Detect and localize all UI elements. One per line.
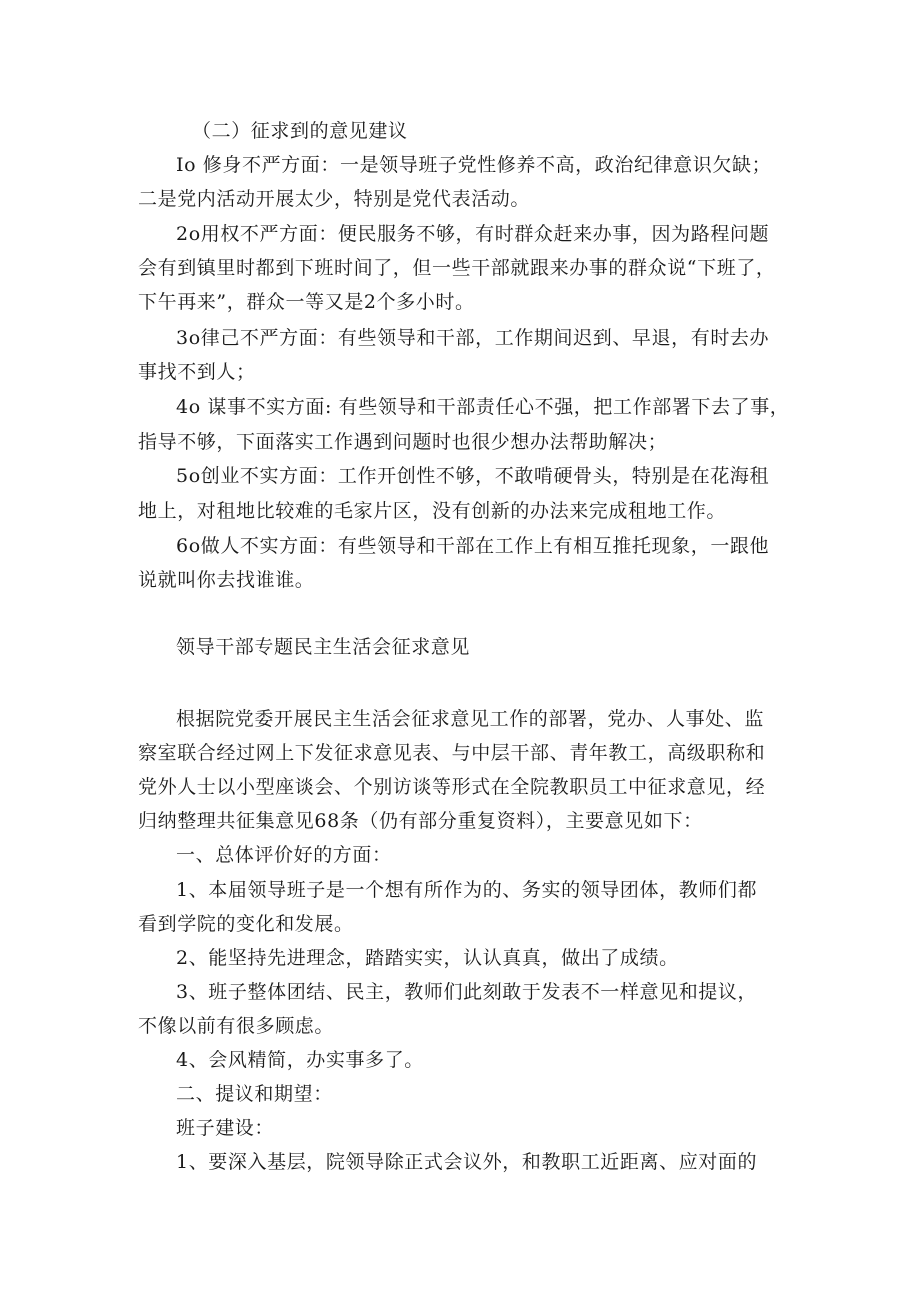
paragraph-line: 察室联合经过网上下发征求意见表、与中层干部、青年教工，高级职称和 xyxy=(138,742,766,764)
paragraph-line: 下午再来”，群众一等又是2个多小时。 xyxy=(138,291,475,313)
paragraph-line: Io 修身不严方面：一是领导班子党性修养不高，政治纪律意识欠缺； xyxy=(176,154,772,176)
list-item: 1、要深入基层，院领导除正式会议外，和教职工近距离、应对面的 xyxy=(176,1151,758,1173)
list-item: 看到学院的变化和发展。 xyxy=(138,913,354,935)
paragraph-line: 党外人士以小型座谈会、个别访谈等形式在全院教职员工中征求意见，经 xyxy=(138,776,766,798)
paragraph-line: 二是党内活动开展太少，特别是党代表活动。 xyxy=(138,188,531,210)
paragraph-line: 4o 谋事不实方面: 有些领导和干部责任心不强，把工作部署下去了事， xyxy=(176,396,790,418)
paragraph-line: 说就叫你去找谁谁。 xyxy=(138,569,315,591)
paragraph-line: 指导不够，下面落实工作遇到问题时也很少想办法帮助解决； xyxy=(138,431,668,453)
paragraph-line: 3o律己不严方面：有些领导和干部，工作期间迟到、早退，有时去办 xyxy=(176,327,770,349)
part-heading: 一、总体评价好的方面： xyxy=(176,844,392,866)
paragraph-line: 归纳整理共征集意见68条（仍有部分重复资料），主要意见如下： xyxy=(138,810,703,832)
paragraph-line: 5o创业不实方面：工作开创性不够，不敢啃硬骨头，特别是在花海租 xyxy=(176,465,770,487)
subheading: 班子建设： xyxy=(176,1117,275,1139)
paragraph-line: 根据院党委开展民主生活会征求意见工作的部署，党办、人事处、监 xyxy=(176,708,765,730)
paragraph-line: 2o用权不严方面：便民服务不够，有时群众赶来办事，因为路程问题 xyxy=(176,223,770,245)
list-item: 1、本届领导班子是一个想有所作为的、务实的领导团体，教师们都 xyxy=(176,879,758,901)
part-heading: 二、提议和期望： xyxy=(176,1083,333,1105)
section-heading: （二）征求到的意见建议 xyxy=(192,120,408,142)
list-item: 2、能坚持先进理念，踏踏实实，认认真真，做出了成绩。 xyxy=(176,947,679,969)
paragraph-line: 事找不到人； xyxy=(138,361,256,383)
paragraph-line: 6o做人不实方面：有些领导和干部在工作上有相互推托现象，一跟他 xyxy=(176,535,770,557)
paragraph-line: 会有到镇里时都到下班时间了，但一些干部就跟来办事的群众说“下班了， xyxy=(138,257,776,279)
list-item: 3、班子整体团结、民主，教师们此刻敢于发表不一样意见和提议， xyxy=(176,981,758,1003)
list-item: 4、会风精简，办实事多了。 xyxy=(176,1049,424,1071)
list-item: 不像以前有很多顾虑。 xyxy=(138,1015,335,1037)
document-title: 领导干部专题民主生活会征求意见 xyxy=(176,636,471,658)
paragraph-line: 地上，对租地比较难的毛家片区，没有创新的办法来完成租地工作。 xyxy=(138,500,727,522)
